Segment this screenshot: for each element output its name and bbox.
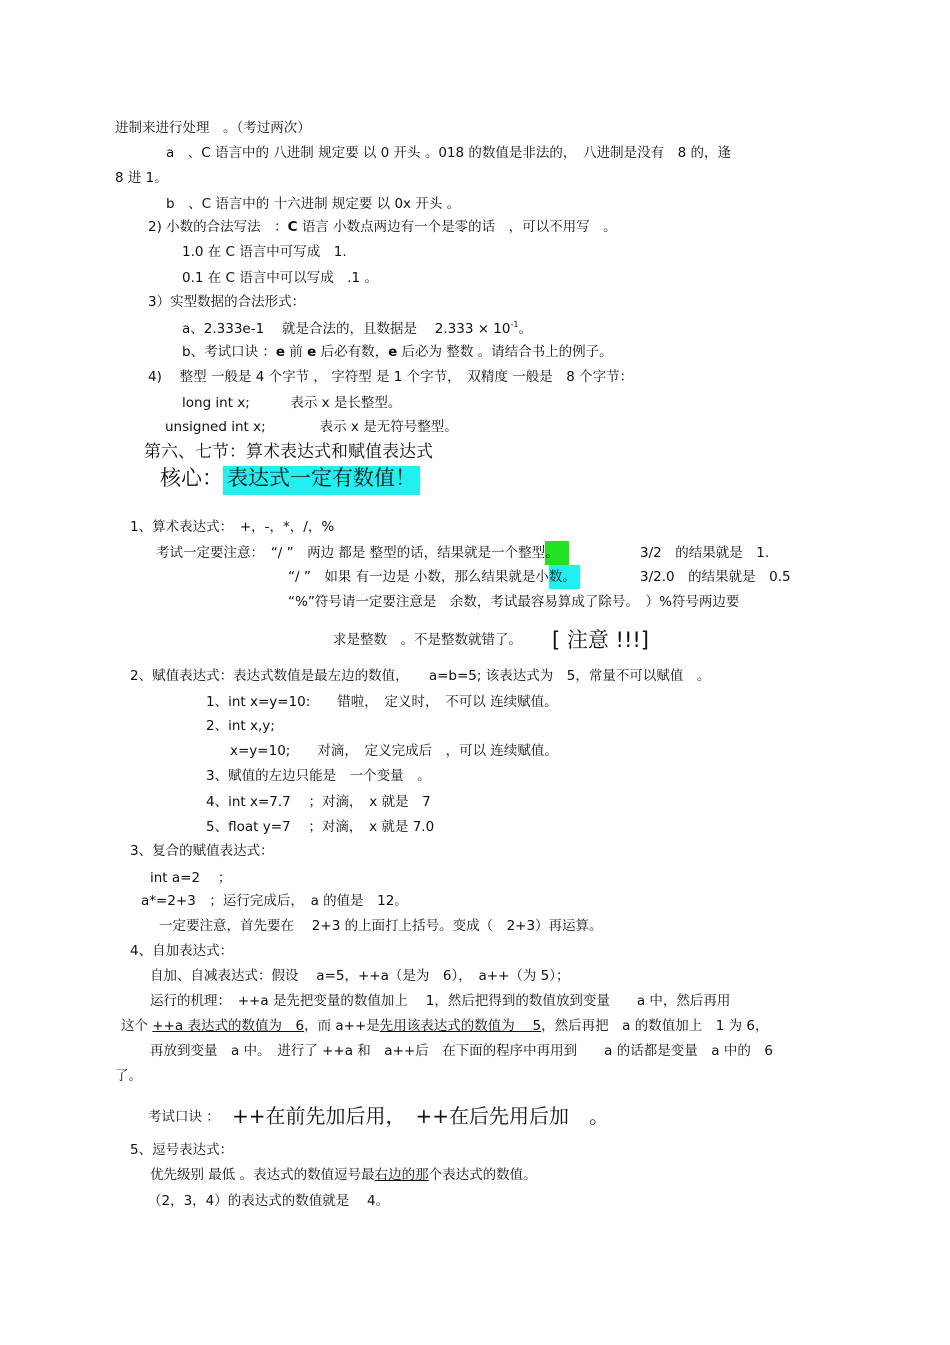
section-heading: 第六、七节：算术表达式和赋值表达式 — [144, 442, 433, 462]
text-run-bold: C — [287, 219, 298, 235]
text-line: 3、复合的赋值表达式： — [130, 843, 274, 859]
text-run: 语言 小数点两边有一个是零的话 ，可以不用写 。 — [297, 219, 617, 235]
text-line: 进制来进行处理 。（考过两次） — [115, 120, 311, 136]
text-run: 后必有数， — [316, 344, 389, 360]
text-line: 运行的机理： ++a 是先把变量的数值加上 1，然后把得到的数值放到变量 a 中，然后再用 — [150, 993, 731, 1009]
warning-mark: [ 注意 !!!] — [552, 628, 649, 652]
text-line: long int x; 表示 x 是长整型。 — [182, 395, 402, 411]
text-line: 0.1 在 C 语言中可以写成 .1 。 — [182, 270, 378, 286]
text-line: 一定要注意，首先要在 2+3 的上面打上括号。变成（ 2+3）再运算。 — [159, 918, 603, 934]
text-run: 这个 — [121, 1018, 153, 1034]
text-run: a、2.333e-1 就是合法的，且数据是 2.333 × 10 — [182, 321, 511, 337]
text-run: 前 — [285, 344, 308, 360]
text-line: 4) 整型 一般是 4 个字节 ， 字符型 是 1 个字节， 双精度 一般是 8 个字节： — [148, 369, 634, 385]
text-line — [288, 571, 580, 585]
underlined-text: ++a 表达式的数值为 6 — [152, 1018, 305, 1034]
underlined-text: 先用该表达式的数值为 5 — [379, 1018, 542, 1034]
text-line: 4、自加表达式： — [130, 943, 234, 959]
text-line — [182, 346, 613, 360]
text-line: 再放到变量 a 中。 进行了 ++a 和 a++后 在下面的程序中再用到 a 的话都是变量 a 中的 6 — [150, 1043, 773, 1059]
text-line — [156, 547, 569, 561]
text-line — [121, 1020, 768, 1034]
text-line: “%”符号请一定要注意是 余数，考试最容易算成了除号。 ）%符号两边要 — [288, 594, 740, 610]
text-line: 3/2.0 的结果就是 0.5 — [640, 569, 791, 585]
superscript: -1 — [510, 320, 519, 329]
text-line: 8 进 1。 — [115, 170, 168, 186]
text-line: 2、赋值表达式：表达式数值是最左边的数值， a=b=5; 该表达式为 5，常量不可以赋值 。 — [130, 668, 711, 684]
text-line — [150, 1169, 537, 1183]
text-line: a 、C 语言中的 八进制 规定要 以 0 开头 。018 的数值是非法的， 八进制是没有 8 的，逢 — [166, 145, 732, 161]
text-run: 考试一定要注意： “/ ” 两边 都是 整型的话，结果就是一个整型 — [156, 545, 546, 561]
text-run: 。 — [518, 321, 532, 337]
cyan-highlight: 数。 — [549, 565, 580, 589]
core-label: 核心： — [160, 466, 223, 490]
text-line: x=y=10; 对滴， 定义完成后 ，可以 连续赋值。 — [230, 743, 558, 759]
text-line: 3、赋值的左边只能是 一个变量 。 — [206, 768, 431, 784]
text-line: 考试口诀 ： — [148, 1109, 220, 1125]
text-run: b、考试口诀 ： — [182, 344, 276, 360]
text-run-bold: e — [388, 344, 398, 360]
text-line: 3）实型数据的合法形式： — [148, 294, 306, 310]
text-line: a*=2+3 ；运行完成后， a 的值是 12。 — [141, 893, 408, 909]
mnemonic-text: ++在前先加后用， ++在后先用后加 。 — [232, 1104, 610, 1128]
text-run: 个表达式的数值。 — [428, 1167, 537, 1183]
text-line: 了。 — [115, 1068, 142, 1084]
text-line: （2，3，4）的表达式的数值就是 4。 — [148, 1193, 390, 1209]
text-run: 优先级别 最低 。表达式的数值逗号最 — [150, 1167, 375, 1183]
text-run: ，然后再把 a 的数值加上 1 为 6， — [541, 1018, 769, 1034]
core-line — [160, 466, 420, 495]
text-line — [148, 221, 617, 235]
text-run: 2) 小数的合法写法 ： — [148, 219, 288, 235]
text-line: 1、算术表达式： +，-，*，/，% — [130, 519, 335, 535]
text-line: 自加、自减表达式：假设 a=5，++a（是为 6）， a++（为 5）； — [150, 968, 570, 984]
text-line: 1、int x=y=10: 错啦， 定义时， 不可以 连续赋值。 — [206, 694, 558, 710]
text-line: 2、int x,y; — [206, 718, 275, 734]
green-highlight: 。 — [545, 541, 569, 565]
text-run-bold: e — [307, 344, 317, 360]
text-run: “/ ” 如果 有一边是 小数，那么结果就是小 — [288, 569, 549, 585]
text-run-bold: e — [275, 344, 286, 360]
text-line: 5、逗号表达式： — [130, 1142, 234, 1158]
text-line: b 、C 语言中的 十六进制 规定要 以 0x 开头 。 — [166, 196, 461, 212]
text-line: 4、int x=7.7 ；对滴， x 就是 7 — [206, 794, 431, 810]
text-run: 后必为 整数 。请结合书上的例子。 — [397, 344, 613, 360]
text-line: 1.0 在 C 语言中可写成 1. — [182, 244, 347, 260]
text-line — [182, 321, 532, 337]
underlined-text: 右边的那 — [374, 1167, 429, 1183]
core-highlight-box: 表达式一定有数值！ — [223, 466, 420, 495]
text-line: 3/2 的结果就是 1. — [640, 545, 770, 561]
text-line: 5、float y=7 ；对滴， x 就是 7.0 — [206, 819, 435, 835]
text-line: unsigned int x; 表示 x 是无符号整型。 — [165, 419, 458, 435]
text-line: 求是整数 。不是整数就错了。 — [333, 632, 522, 648]
text-line: int a=2 ； — [150, 870, 232, 886]
text-run: ，而 a++是 — [304, 1018, 380, 1034]
